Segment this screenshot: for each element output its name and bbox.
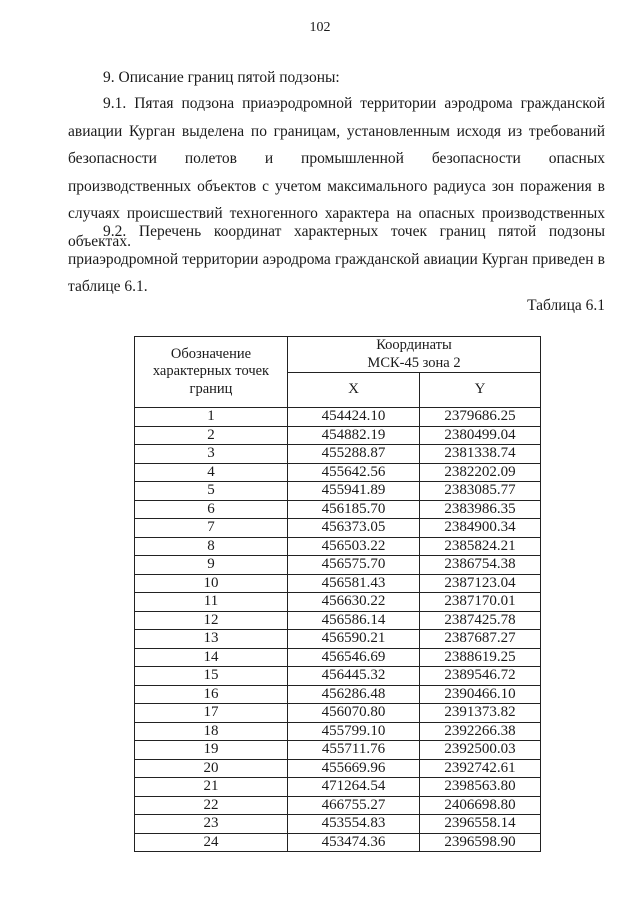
table-row <box>135 445 541 464</box>
x-coordinate-cell: 456586.14 <box>288 611 420 630</box>
table-row <box>135 500 541 519</box>
table-row <box>135 593 541 612</box>
x-coordinate-cell: 453554.83 <box>288 815 420 834</box>
point-number-cell: 1 <box>135 408 288 427</box>
paragraph-9-1: 9.1. Пятая подзона приаэродромной территории аэродрома гражданской авиации Курган выделена по границам, установленным исходя из требований безопасности полетов и промышленной безопасности опасных производственных объектов с учетом максимального радиуса зон поражения в случаях происшествий техногенного характера на опасных производственных объектах. <box>68 95 605 250</box>
y-coordinate-cell: 2392500.03 <box>420 741 541 760</box>
x-coordinate-cell: 454882.19 <box>288 426 420 445</box>
point-number-cell: 4 <box>135 463 288 482</box>
x-coordinate-cell: 456445.32 <box>288 667 420 686</box>
table-row <box>135 759 541 778</box>
table-row <box>135 574 541 593</box>
y-coordinate-cell: 2398563.80 <box>420 778 541 797</box>
point-number-cell: 16 <box>135 685 288 704</box>
y-coordinate-cell: 2396558.14 <box>420 815 541 834</box>
page-number: 102 <box>309 20 331 35</box>
y-coordinate-cell: 2392742.61 <box>420 759 541 778</box>
y-coordinate-cell: 2382202.09 <box>420 463 541 482</box>
paragraph-9-2: 9.2. Перечень координат характерных точек границ пятой подзоны приаэродромной территории аэродрома гражданской авиации Курган приведен в таблице 6.1. <box>68 223 605 295</box>
point-number-cell: 13 <box>135 630 288 649</box>
y-coordinate-cell: 2380499.04 <box>420 426 541 445</box>
x-coordinate-cell: 456070.80 <box>288 704 420 723</box>
y-coordinate-cell: 2387123.04 <box>420 574 541 593</box>
y-coordinate-cell: 2387425.78 <box>420 611 541 630</box>
header-coordinate-system: МСК-45 зона 2 <box>367 354 461 371</box>
point-number-cell: 8 <box>135 537 288 556</box>
x-coordinate-cell: 456581.43 <box>288 574 420 593</box>
y-coordinate-cell: 2385824.21 <box>420 537 541 556</box>
table-row <box>135 833 541 852</box>
table-row <box>135 482 541 501</box>
table-row <box>135 630 541 649</box>
x-coordinate-cell: 453474.36 <box>288 833 420 852</box>
y-coordinate-cell: 2390466.10 <box>420 685 541 704</box>
table-row <box>135 704 541 723</box>
point-number-cell: 17 <box>135 704 288 723</box>
x-coordinate-cell: 455799.10 <box>288 722 420 741</box>
x-coordinate-cell: 471264.54 <box>288 778 420 797</box>
y-coordinate-cell: 2387687.27 <box>420 630 541 649</box>
point-number-cell: 3 <box>135 445 288 464</box>
point-number-cell: 20 <box>135 759 288 778</box>
y-coordinate-cell: 2388619.25 <box>420 648 541 667</box>
y-coordinate-cell: 2406698.80 <box>420 796 541 815</box>
point-number-cell: 11 <box>135 593 288 612</box>
x-coordinate-cell: 456286.48 <box>288 685 420 704</box>
header-x: X <box>288 373 420 408</box>
header-point-designation: Обозначение характерных точек границ <box>135 337 288 408</box>
table-caption: Таблица 6.1 <box>527 297 605 314</box>
x-coordinate-cell: 456630.22 <box>288 593 420 612</box>
table-row <box>135 667 541 686</box>
y-coordinate-cell: 2383085.77 <box>420 482 541 501</box>
x-coordinate-cell: 455288.87 <box>288 445 420 464</box>
point-number-cell: 23 <box>135 815 288 834</box>
point-number-cell: 14 <box>135 648 288 667</box>
table-row <box>135 778 541 797</box>
table-body <box>135 408 541 852</box>
table-row <box>135 796 541 815</box>
table-row <box>135 648 541 667</box>
x-coordinate-cell: 455669.96 <box>288 759 420 778</box>
point-number-cell: 15 <box>135 667 288 686</box>
table-row <box>135 685 541 704</box>
table-row <box>135 426 541 445</box>
point-number-cell: 22 <box>135 796 288 815</box>
coordinates-table <box>134 336 541 852</box>
section-heading: 9. Описание границ пятой подзоны: <box>103 69 340 86</box>
x-coordinate-cell: 455711.76 <box>288 741 420 760</box>
point-number-cell: 21 <box>135 778 288 797</box>
header-coordinates-title: Координаты <box>376 337 452 353</box>
point-number-cell: 10 <box>135 574 288 593</box>
x-coordinate-cell: 466755.27 <box>288 796 420 815</box>
x-coordinate-cell: 455642.56 <box>288 463 420 482</box>
table-row <box>135 408 541 427</box>
header-coordinates <box>288 337 541 373</box>
y-coordinate-cell: 2396598.90 <box>420 833 541 852</box>
table-row <box>135 815 541 834</box>
table-row <box>135 611 541 630</box>
x-coordinate-cell: 456185.70 <box>288 500 420 519</box>
y-coordinate-cell: 2391373.82 <box>420 704 541 723</box>
y-coordinate-cell: 2384900.34 <box>420 519 541 538</box>
y-coordinate-cell: 2381338.74 <box>420 445 541 464</box>
table-row <box>135 537 541 556</box>
y-coordinate-cell: 2392266.38 <box>420 722 541 741</box>
x-coordinate-cell: 456590.21 <box>288 630 420 649</box>
point-number-cell: 6 <box>135 500 288 519</box>
table-row <box>135 519 541 538</box>
x-coordinate-cell: 456546.69 <box>288 648 420 667</box>
point-number-cell: 12 <box>135 611 288 630</box>
y-coordinate-cell: 2389546.72 <box>420 667 541 686</box>
point-number-cell: 9 <box>135 556 288 575</box>
x-coordinate-cell: 454424.10 <box>288 408 420 427</box>
y-coordinate-cell: 2387170.01 <box>420 593 541 612</box>
y-coordinate-cell: 2379686.25 <box>420 408 541 427</box>
x-coordinate-cell: 456575.70 <box>288 556 420 575</box>
table-row <box>135 463 541 482</box>
header-y: Y <box>420 373 541 408</box>
y-coordinate-cell: 2386754.38 <box>420 556 541 575</box>
point-number-cell: 2 <box>135 426 288 445</box>
point-number-cell: 19 <box>135 741 288 760</box>
table-row <box>135 556 541 575</box>
point-number-cell: 5 <box>135 482 288 501</box>
point-number-cell: 24 <box>135 833 288 852</box>
point-number-cell: 7 <box>135 519 288 538</box>
point-number-cell: 18 <box>135 722 288 741</box>
x-coordinate-cell: 456373.05 <box>288 519 420 538</box>
table-row <box>135 722 541 741</box>
x-coordinate-cell: 456503.22 <box>288 537 420 556</box>
x-coordinate-cell: 455941.89 <box>288 482 420 501</box>
table-row <box>135 741 541 760</box>
y-coordinate-cell: 2383986.35 <box>420 500 541 519</box>
